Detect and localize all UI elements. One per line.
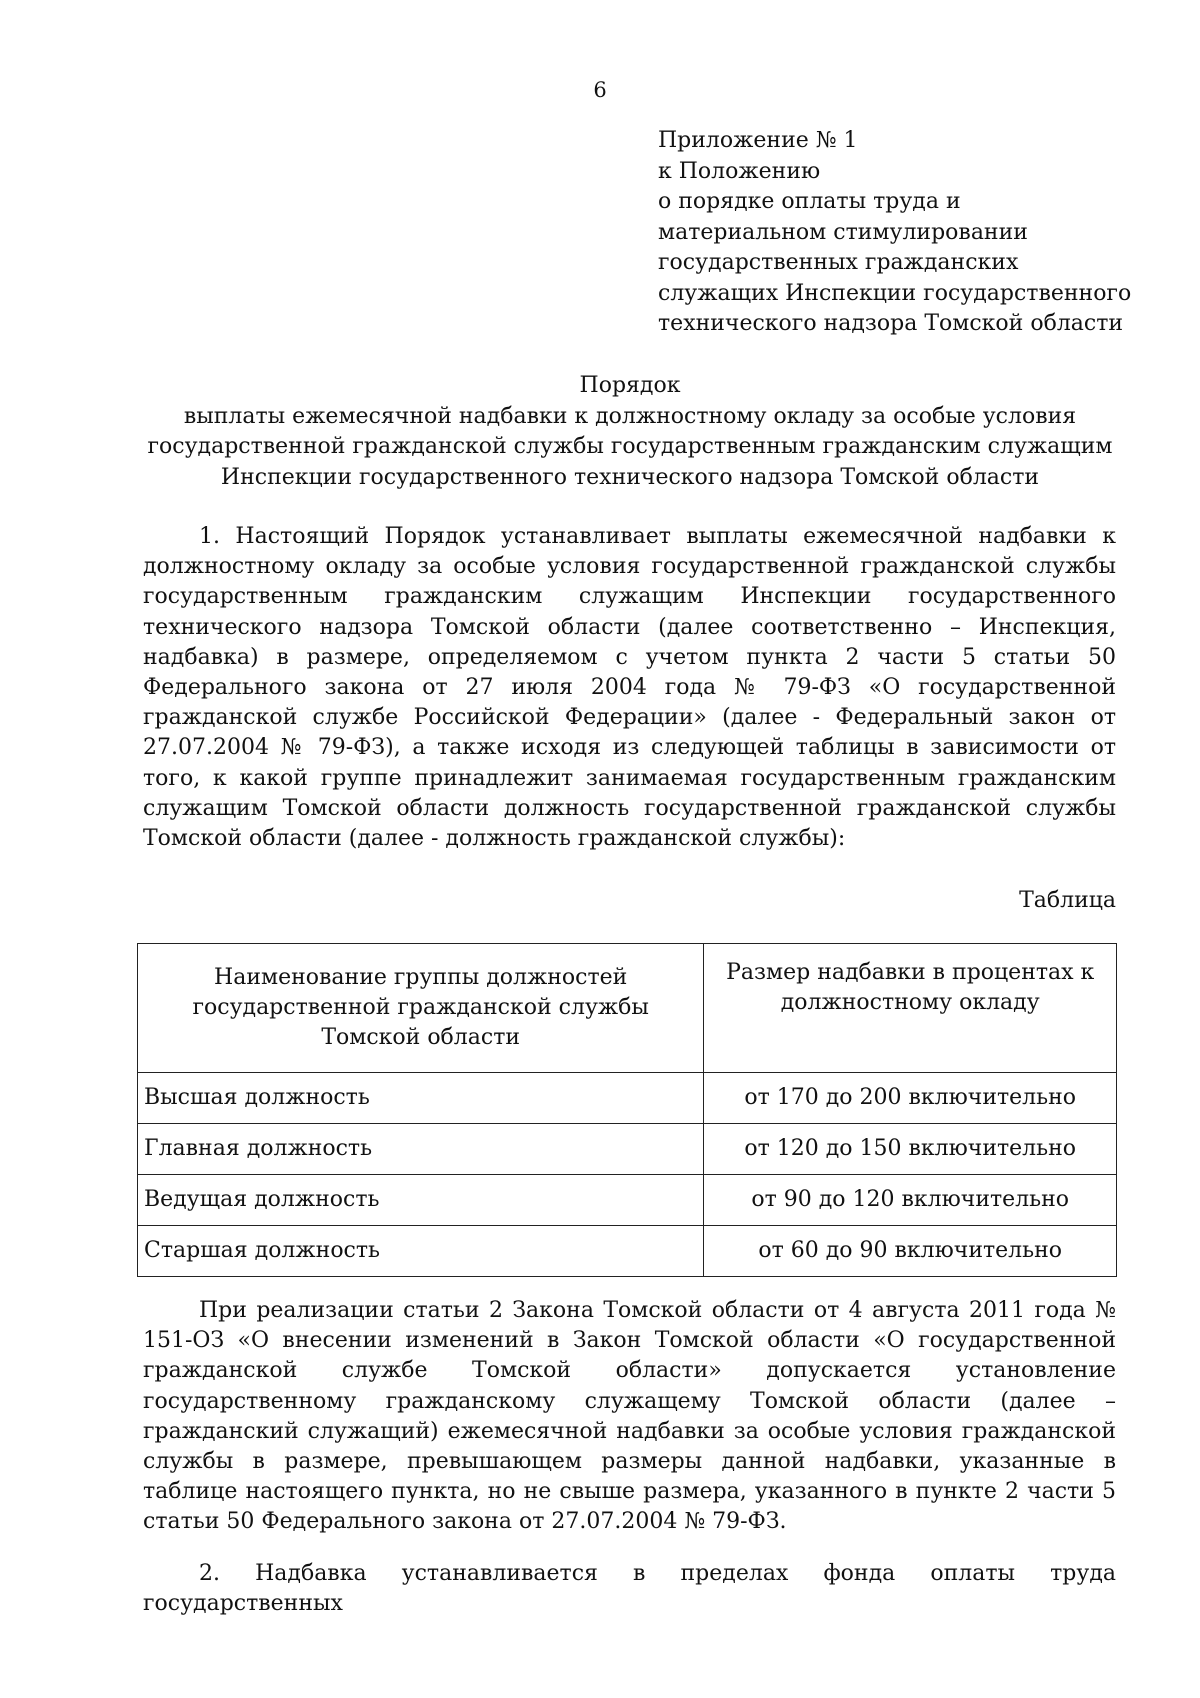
paragraph-2: При реализации статьи 2 Закона Томской области от 4 августа 2011 года № 151-ОЗ «О внесении изменений в Закон Томской области «О государственной гражданской службе Томской области» допускается установление государственному гражданскому служащему Томской области (далее – гражданский служащий) ежемесячной надбавки за особые условия гражданской службы в размере, превышающем размеры данной надбавки, указанные в таблице настоящего пункта, но не свыше размера, указанного в пункте 2 части 5 статьи 50 Федерального закона от 27.07.2004 № 79-ФЗ.: [143, 1298, 1116, 1535]
document-title: [140, 371, 1120, 493]
allowance-table: [137, 943, 1117, 1277]
table-row: [138, 1226, 1117, 1277]
table-row: [138, 1073, 1117, 1124]
header-position-group: Наименование группы должностей государственной гражданской службы Томской области: [138, 944, 704, 1073]
header-allowance-size: Размер надбавки в процентах к должностному окладу: [704, 944, 1117, 1073]
position-cell: Ведущая должность: [138, 1175, 704, 1226]
table-caption: Таблица: [1019, 888, 1116, 913]
paragraph-1: 1. Настоящий Порядок устанавливает выплаты ежемесячной надбавки к должностному окладу за особые условия государственной гражданской службы государственным гражданским служащим Инспекции государственного технического надзора Томской области (далее соответственно – Инспекция, надбавка) в размере, определяемом с учетом пункта 2 части 5 статьи 50 Федерального закона от 27 июля 2004 года № 79-ФЗ «О государственной гражданской службе Российской Федерации» (далее - Федеральный закон от 27.07.2004 № 79-ФЗ), а также исходя из следующей таблицы в зависимости от того, к какой группе принадлежит занимаемая государственным гражданским служащим Томской области должность государственной гражданской службы Томской области (далее - должность гражданской службы):: [143, 524, 1116, 852]
position-cell: Старшая должность: [138, 1226, 704, 1277]
appendix-line: технического надзора Томской области: [658, 311, 1124, 336]
paragraph-3: 2. Надбавка устанавливается в пределах фонда оплаты труда государственных: [143, 1561, 1116, 1617]
appendix-line: Приложение № 1: [658, 128, 858, 153]
appendix-line: материальном стимулировании: [658, 219, 1028, 245]
page-number: 6: [593, 78, 607, 102]
title-line: Инспекции государственного технического надзора Томской области: [220, 464, 1040, 490]
appendix-line: служащих Инспекции государственного: [658, 280, 1132, 306]
allowance-cell: от 170 до 200 включительно: [704, 1073, 1117, 1124]
table-row: [138, 1124, 1117, 1175]
table-row: [138, 1175, 1117, 1226]
table-header-row: [138, 944, 1117, 1073]
position-cell: Высшая должность: [138, 1073, 704, 1124]
position-cell: Главная должность: [138, 1124, 704, 1175]
appendix-line: о порядке оплаты труда и: [658, 189, 961, 214]
title-line: государственной гражданской службы государственным гражданским служащим: [147, 434, 1113, 459]
title-line: выплаты ежемесячной надбавки к должностному окладу за особые условия: [183, 403, 1077, 429]
allowance-cell: от 90 до 120 включительно: [704, 1175, 1117, 1226]
allowance-cell: от 120 до 150 включительно: [704, 1124, 1117, 1175]
appendix-line: государственных гражданских: [658, 250, 1019, 275]
appendix-header: [658, 126, 1178, 340]
title-line: Порядок: [579, 373, 681, 398]
allowance-cell: от 60 до 90 включительно: [704, 1226, 1117, 1277]
appendix-line: к Положению: [658, 158, 821, 184]
